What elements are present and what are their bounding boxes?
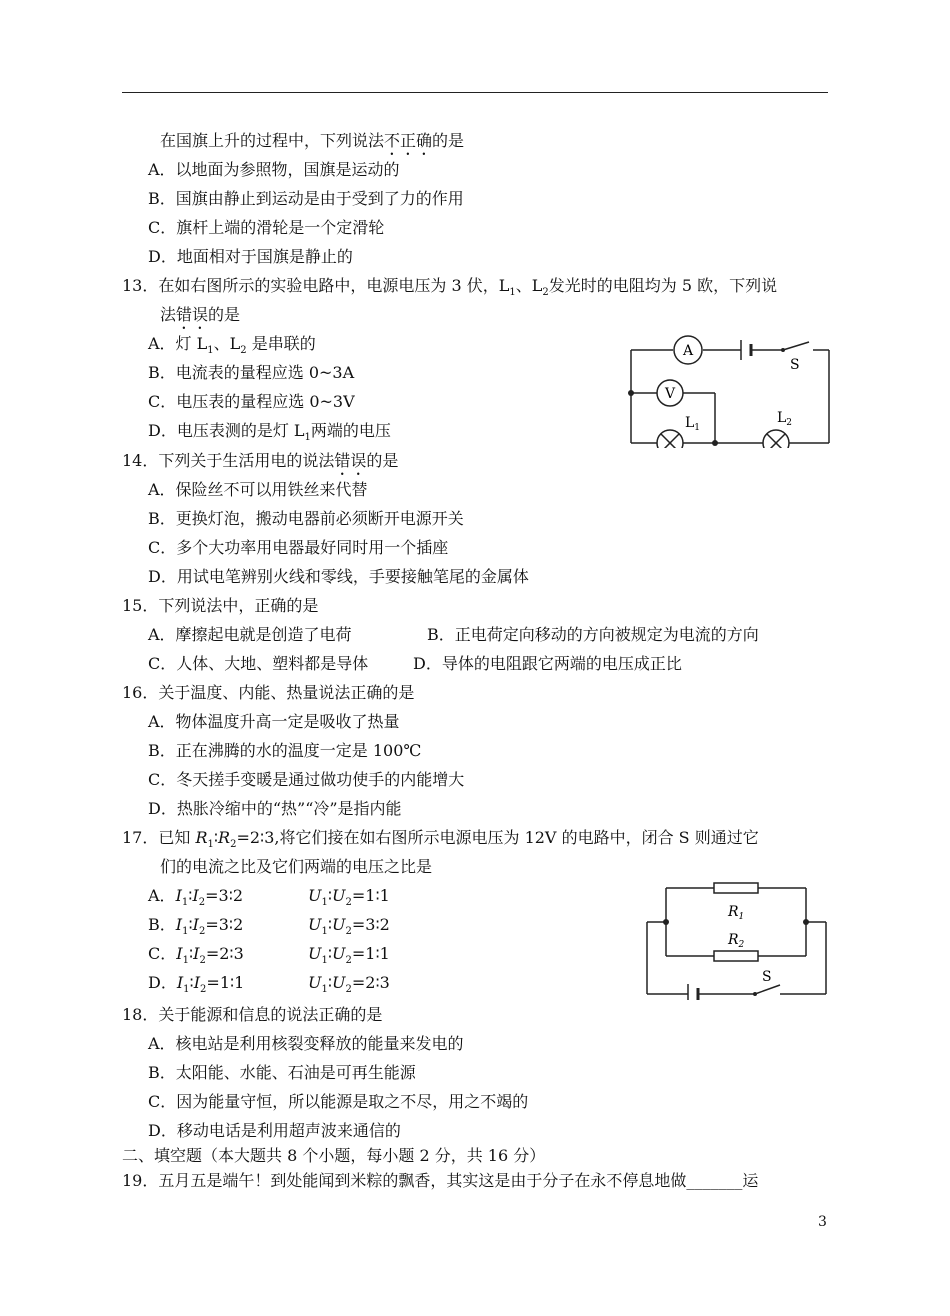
q14-option-c: C．多个大功率用电器最好同时用一个插座: [148, 538, 449, 557]
q13-option-d: D．电压表测的是灯 $L_1$两端的电压: [148, 421, 391, 444]
q17-stem-line2: 们的电流之比及它们两端的电压之比是: [160, 857, 433, 876]
q16-option-a: A．物体温度升高一定是吸收了热量: [148, 712, 400, 731]
switch-pivot: [753, 992, 757, 996]
q14-option-d: D．用试电笔辨别火线和零线，手要接触笔尾的金属体: [148, 567, 529, 586]
q15-option-b: B．正电荷定向移动的方向被规定为电流的方向: [427, 625, 759, 644]
q12-option-c: C．旗杆上端的滑轮是一个定滑轮: [148, 218, 385, 237]
q17-option-a-voltage: $U_1∶U_2=1∶1$: [308, 886, 390, 909]
junction-dot: [663, 919, 669, 925]
lamp1-symbol: [657, 430, 683, 448]
resistor-r1-symbol: [714, 883, 758, 893]
q18-option-b: B．太阳能、水能、石油是可再生能源: [148, 1063, 416, 1082]
junction-dot: [628, 390, 634, 396]
switch-lever: [783, 342, 809, 350]
q12-option-a: A．以地面为参照物，国旗是运动的: [148, 160, 400, 179]
q14-stem: 14．下列关于生活用电的说法错误的是: [122, 451, 399, 470]
q13-option-b: B．电流表的量程应选 0~3A: [148, 363, 355, 382]
q17-option-d-voltage: $U_1∶U_2=2∶3$: [308, 973, 390, 996]
voltmeter-label: V: [664, 386, 676, 402]
q18-option-a: A．核电站是利用核裂变释放的能量来发电的: [148, 1034, 464, 1053]
lamp1-label: $L_1$: [685, 415, 701, 433]
q17-option-c: C．$I_1∶I_2=2∶3$: [148, 944, 244, 967]
q17-option-b-voltage: $U_1∶U_2=3∶2$: [308, 915, 390, 938]
q16-stem: 16．关于温度、内能、热量说法正确的是: [122, 683, 415, 702]
switch-pivot: [781, 348, 785, 352]
q13-circuit-figure: [625, 333, 835, 448]
section2-title: 二、填空题（本大题共 8 个小题，每小题 2 分，共 16 分）: [122, 1146, 546, 1165]
q17-circuit-figure: [640, 878, 835, 1000]
q14-option-b: B．更换灯泡，搬动电器前必须断开电源开关: [148, 509, 464, 528]
q14-option-a: A．保险丝不可以用铁丝来代替: [148, 480, 368, 499]
junction-dot: [712, 440, 718, 446]
q18-option-d: D．移动电话是利用超声波来通信的: [148, 1121, 401, 1140]
junction-dot: [803, 919, 809, 925]
lamp2-symbol: [763, 430, 789, 448]
q15-option-d: D．导体的电阻跟它两端的电压成正比: [413, 654, 682, 673]
q13-option-c: C．电压表的量程应选 0~3V: [148, 392, 355, 411]
q17-option-c-voltage: $U_1∶U_2=1∶1$: [308, 944, 390, 967]
page-number: 3: [818, 1214, 827, 1230]
q13-stem-line1: 13．在如右图所示的实验电路中，电源电压为 3 伏，$L_1$、$L_2$发光时的电阻均为 5 欧，下列说: [122, 276, 778, 299]
header-rule: [122, 92, 828, 93]
q13-option-a: A．灯 $L_1$、$L_2$ 是串联的: [148, 334, 316, 357]
q16-option-c: C．冬天搓手变暖是通过做功使手的内能增大: [148, 770, 465, 789]
ammeter-label: A: [682, 343, 694, 359]
switch-label: S: [762, 969, 772, 985]
resistor-r2-symbol: [714, 951, 758, 961]
q19-blank[interactable]: _______: [686, 1171, 743, 1190]
q19-stem: 19．五月五是端午！到处能闻到米粽的飘香，其实这是由于分子在永不停息地做_______运: [122, 1171, 759, 1190]
switch-lever: [755, 985, 780, 994]
q12-option-d: D．地面相对于国旗是静止的: [148, 247, 353, 266]
q16-option-b: B．正在沸腾的水的温度一定是 100℃: [148, 741, 422, 760]
q12-stem: 在国旗上升的过程中，下列说法不正确的是: [160, 131, 465, 150]
q17-option-d: D．$I_1∶I_2=1∶1$: [148, 973, 245, 996]
q15-option-c: C．人体、大地、塑料都是导体: [148, 654, 369, 673]
r2-label: $R_2$: [728, 932, 745, 950]
switch-label: S: [790, 357, 800, 373]
q12-option-b: B．国旗由静止到运动是由于受到了力的作用: [148, 189, 464, 208]
q18-option-c: C．因为能量守恒，所以能源是取之不尽，用之不竭的: [148, 1092, 529, 1111]
q18-stem: 18．关于能源和信息的说法正确的是: [122, 1005, 383, 1024]
q17-option-a: A．$I_1∶I_2=3∶2$: [148, 886, 244, 909]
q15-stem: 15．下列说法中，正确的是: [122, 596, 319, 615]
r1-label: $R_1$: [728, 904, 745, 922]
q17-stem-line1: 17．已知 $R_1∶R_2=2∶3$,将它们接在如右图所示电源电压为 12V 的电路中，闭合 S 则通过它: [122, 828, 759, 851]
q16-option-d: D．热胀冷缩中的“热”“冷”是指内能: [148, 799, 402, 818]
q17-option-b: B．$I_1∶I_2=3∶2$: [148, 915, 244, 938]
q15-option-a: A．摩擦起电就是创造了电荷: [148, 625, 352, 644]
q13-stem-line2: 法错误的是: [160, 305, 241, 324]
lamp2-label: $L_2$: [777, 410, 793, 428]
